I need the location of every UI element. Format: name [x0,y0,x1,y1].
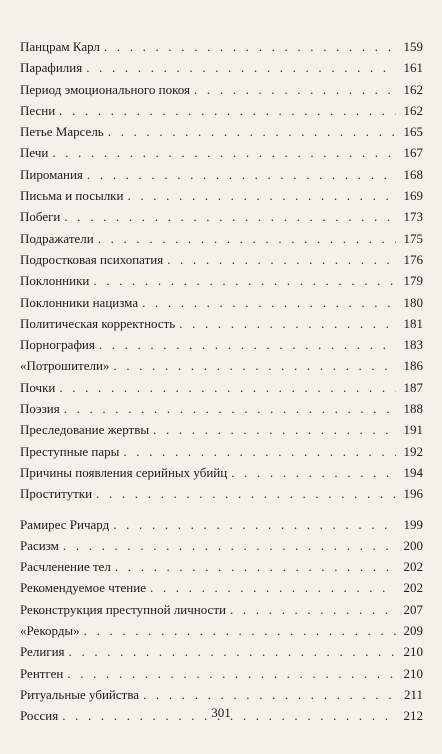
dot-leader [63,535,396,556]
index-entry-page: 188 [403,401,423,417]
index-entry [20,100,423,121]
index-entry-page: 186 [403,358,423,374]
index-entry-title: Побеги [20,209,61,225]
index-entry [20,599,423,620]
index-entry [20,577,423,598]
index-entry-title: Поэзия [20,401,60,417]
index-entry-page: 209 [403,623,423,639]
index-entry-title: Письма и посылки [20,188,124,204]
index-entry-title: Ритуальные убийства [20,686,140,702]
index-entry [20,121,423,142]
index-entry-title: Преследование жертвы [20,422,150,438]
index-entry-title: Реконструкция преступной личности [20,601,226,617]
index-entry-page: 202 [403,580,423,596]
dot-leader [113,355,396,376]
dot-leader [93,270,396,291]
index-entry [20,57,423,78]
index-entry-title: Подростковая психопатия [20,251,164,267]
index-entry-page: 181 [403,315,423,331]
dot-leader [108,121,396,142]
index-entry-page: 168 [403,166,423,182]
dot-leader [150,577,396,598]
dot-leader [142,292,396,313]
index-entry [20,79,423,100]
index-entry-page: 194 [403,464,423,480]
index-entry-page: 200 [403,537,423,553]
index-entry [20,292,423,313]
index-entry [20,419,423,440]
index-entry-title: Расизм [20,537,59,553]
index-entry [20,462,423,483]
dot-leader [67,663,396,684]
index-entry-title: Пиромания [20,166,83,182]
index-entry-page: 210 [403,665,423,681]
index-entry-title: Период эмоционального покоя [20,81,191,97]
index-entry [20,185,423,206]
index-entry-page: 207 [403,601,423,617]
index-entry-page: 162 [403,81,423,97]
index-entry-title: Почки [20,379,56,395]
index-entry-title: Преступные пары [20,443,120,459]
index-entry-page: 212 [403,708,423,724]
index-entry-page: 161 [403,60,423,76]
index-entry [20,228,423,249]
index-entry [20,164,423,185]
index-entry-title: Поклонники нацизма [20,294,139,310]
index-entry [20,313,423,334]
index-list [20,36,423,727]
index-entry-title: «Потрошители» [20,358,110,374]
index-entry-page: 175 [403,230,423,246]
index-entry [20,206,423,227]
index-entry-page: 199 [403,516,423,532]
index-entry-title: Петье Марсель [20,124,104,140]
dot-leader [59,100,396,121]
index-entry-page: 180 [403,294,423,310]
page-number: 301 [211,705,231,720]
index-entry-title: Панцрам Карл [20,39,100,54]
index-entry-title: Причины появления серийных убийц [20,464,228,480]
dot-leader [69,641,396,662]
dot-leader [194,79,396,100]
dot-leader [64,206,396,227]
dot-leader [127,185,396,206]
dot-leader [64,398,396,419]
index-entry-page: 202 [403,559,423,575]
index-group-r [20,514,423,727]
dot-leader [96,483,396,504]
index-entry-title: Парафилия [20,60,83,76]
index-entry [20,334,423,355]
index-entry [20,483,423,504]
index-entry-page: 169 [403,188,423,204]
dot-leader [143,684,396,705]
index-entry [20,663,423,684]
dot-leader [153,419,396,440]
dot-leader [59,377,396,398]
index-entry-title: Песни [20,102,56,118]
index-entry-page: 173 [403,209,423,225]
index-entry-title: «Рекорды» [20,623,80,639]
dot-leader [123,441,396,462]
index-entry [20,620,423,641]
index-entry-title: Политическая корректность [20,315,176,331]
index-entry-page: 162 [403,102,423,118]
index-entry [20,377,423,398]
dot-leader [113,514,396,535]
index-entry-title: Поклонники [20,273,90,289]
index-entry-title: Порнография [20,337,95,353]
index-entry-page: 167 [403,145,423,161]
index-entry-page: 183 [403,337,423,353]
index-entry-page: 196 [403,486,423,502]
dot-leader [230,599,396,620]
index-entry-page: 191 [403,422,423,438]
index-entry-page: 159 [403,39,423,54]
dot-leader [98,228,396,249]
index-entry-title: Россия [20,708,59,724]
index-entry-page: 176 [403,251,423,267]
dot-leader [167,249,396,270]
dot-leader [99,334,396,355]
dot-leader [179,313,396,334]
index-entry-page: 187 [403,379,423,395]
index-entry-title: Проститутки [20,486,93,502]
index-entry [20,398,423,419]
index-entry [20,514,423,535]
index-entry-page: 210 [403,644,423,660]
dot-leader [115,556,396,577]
index-entry-page: 165 [403,124,423,140]
index-entry [20,535,423,556]
index-entry [20,684,423,705]
index-entry [20,355,423,376]
index-entry [20,270,423,291]
index-entry [20,441,423,462]
index-entry [20,249,423,270]
dot-leader [52,142,396,163]
index-entry-title: Расчленение тел [20,559,111,575]
dot-leader [87,164,396,185]
index-entry-title: Рамирес Ричард [20,516,110,532]
index-entry-title: Подражатели [20,230,94,246]
index-entry [20,36,423,57]
index-entry-title: Рекомендуемое чтение [20,580,146,596]
index-entry [20,142,423,163]
index-entry-page: 192 [403,443,423,459]
index-entry-title: Печи [20,145,49,161]
dot-leader [104,36,396,57]
index-entry-page: 211 [403,686,423,702]
index-entry-title: Рентген [20,665,64,681]
dot-leader [231,462,396,483]
index-entry [20,641,423,662]
index-group-p [20,36,423,505]
dot-leader [86,57,396,78]
index-entry [20,556,423,577]
index-entry-title: Религия [20,644,65,660]
dot-leader [84,620,396,641]
index-entry-page: 179 [403,273,423,289]
